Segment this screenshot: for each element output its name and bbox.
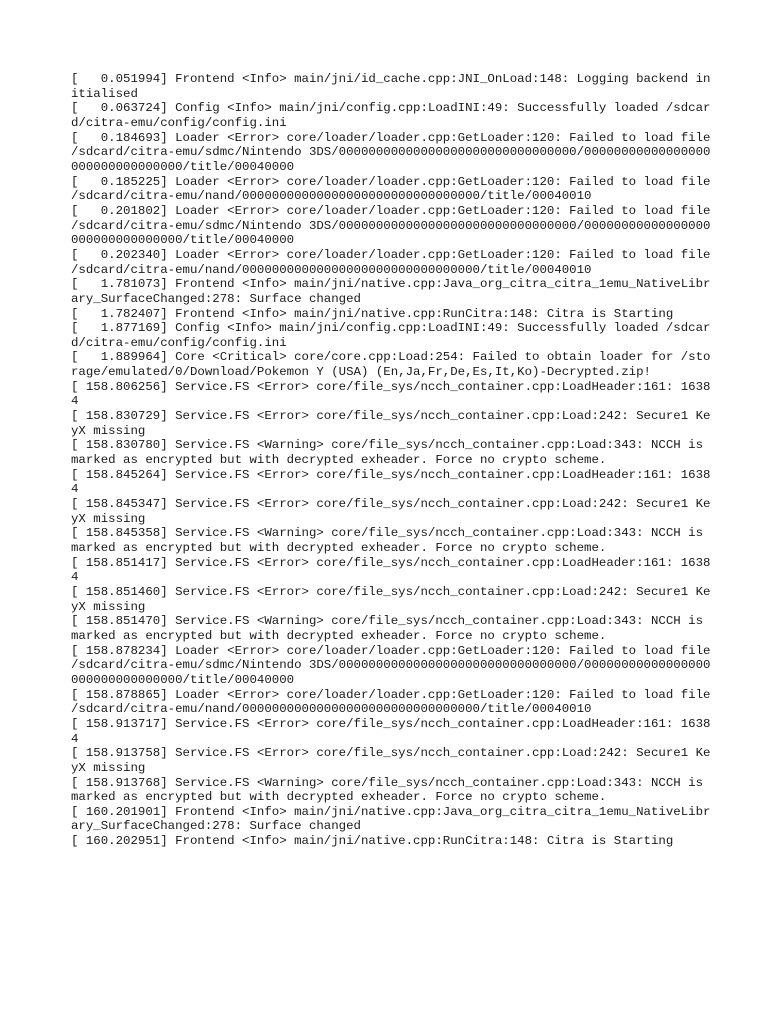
- log-entry: [ 1.782407] Frontend <Info> main/jni/native.cpp:RunCitra:148: Citra is Starting: [71, 306, 674, 321]
- log-output: [71, 72, 718, 849]
- log-entry: [ 0.184693] Loader <Error> core/loader/loader.cpp:GetLoader:120: Failed to load file /sdcard/citra-emu/sdmc/Nintendo 3DS/00000000000000000000000000000000/00000000000000000000000000000000/title/00040000: [71, 130, 718, 174]
- log-entry: [ 1.889964] Core <Critical> core/core.cpp:Load:254: Failed to obtain loader for /storage/emulated/0/Download/Pokemon Y (USA) (En,Ja,Fr,De,Es,It,Ko)-Decrypted.zip!: [71, 350, 711, 380]
- log-entry: [ 158.851470] Service.FS <Warning> core/file_sys/ncch_container.cpp:Load:343: NCCH is marked as encrypted but with decrypted exheader. Force no crypto scheme.: [71, 614, 711, 643]
- log-entry: [ 0.185225] Loader <Error> core/loader/loader.cpp:GetLoader:120: Failed to load file /sdcard/citra-emu/nand/00000000000000000000000000000000/title/00040010: [71, 174, 718, 204]
- log-entry: [ 158.845358] Service.FS <Warning> core/file_sys/ncch_container.cpp:Load:343: NCCH is marked as encrypted but with decrypted exheader. Force no crypto scheme.: [71, 526, 711, 555]
- log-entry: [ 1.877169] Config <Info> main/jni/config.cpp:LoadINI:49: Successfully loaded /sdcard/citra-emu/config/config.ini: [71, 321, 711, 350]
- log-entry: [ 158.878234] Loader <Error> core/loader/loader.cpp:GetLoader:120: Failed to load file /sdcard/citra-emu/sdmc/Nintendo 3DS/00000000000000000000000000000000/00000000000000000000000000000000/title/00040000: [71, 643, 718, 687]
- log-entry: [ 160.202951] Frontend <Info> main/jni/native.cpp:RunCitra:148: Citra is Starting: [71, 834, 674, 849]
- log-entry: [ 1.781073] Frontend <Info> main/jni/native.cpp:Java_org_citra_citra_1emu_NativeLibrary_SurfaceChanged:278: Surface changed: [71, 277, 711, 306]
- log-entry: [ 0.201802] Loader <Error> core/loader/loader.cpp:GetLoader:120: Failed to load file /sdcard/citra-emu/sdmc/Nintendo 3DS/00000000000000000000000000000000/00000000000000000000000000000000/title/00040000: [71, 203, 718, 248]
- log-entry: [ 0.063724] Config <Info> main/jni/config.cpp:LoadINI:49: Successfully loaded /sdcard/citra-emu/config/config.ini: [71, 101, 711, 130]
- log-entry: [ 158.851460] Service.FS <Error> core/file_sys/ncch_container.cpp:Load:242: Secure1 KeyX missing: [71, 584, 711, 614]
- log-entry: [ 158.878865] Loader <Error> core/loader/loader.cpp:GetLoader:120: Failed to load file /sdcard/citra-emu/nand/00000000000000000000000000000000/title/00040010: [71, 687, 718, 717]
- log-entry: [ 158.913768] Service.FS <Warning> core/file_sys/ncch_container.cpp:Load:343: NCCH is marked as encrypted but with decrypted exheader. Force no crypto scheme.: [71, 775, 711, 805]
- log-entry: [ 158.845347] Service.FS <Error> core/file_sys/ncch_container.cpp:Load:242: Secure1 KeyX missing: [71, 497, 711, 526]
- log-entry: [ 0.202340] Loader <Error> core/loader/loader.cpp:GetLoader:120: Failed to load file /sdcard/citra-emu/nand/00000000000000000000000000000000/title/00040010: [71, 247, 718, 277]
- log-entry: [ 158.806256] Service.FS <Error> core/file_sys/ncch_container.cpp:LoadHeader:161: 16384: [71, 379, 711, 409]
- log-entry: [ 158.845264] Service.FS <Error> core/file_sys/ncch_container.cpp:LoadHeader:161: 16384: [71, 467, 711, 497]
- log-entry: [ 160.201901] Frontend <Info> main/jni/native.cpp:Java_org_citra_citra_1emu_NativeLibrary_SurfaceChanged:278: Surface changed: [71, 804, 711, 834]
- log-entry: [ 0.051994] Frontend <Info> main/jni/id_cache.cpp:JNI_OnLoad:148: Logging backend initialised: [71, 72, 711, 101]
- log-entry: [ 158.830729] Service.FS <Error> core/file_sys/ncch_container.cpp:Load:242: Secure1 KeyX missing: [71, 409, 711, 438]
- log-entry: [ 158.913717] Service.FS <Error> core/file_sys/ncch_container.cpp:LoadHeader:161: 16384: [71, 716, 711, 746]
- log-entry: [ 158.830780] Service.FS <Warning> core/file_sys/ncch_container.cpp:Load:343: NCCH is marked as encrypted but with decrypted exheader. Force no crypto scheme.: [71, 438, 711, 468]
- log-entry: [ 158.913758] Service.FS <Error> core/file_sys/ncch_container.cpp:Load:242: Secure1 KeyX missing: [71, 746, 711, 775]
- log-entry: [ 158.851417] Service.FS <Error> core/file_sys/ncch_container.cpp:LoadHeader:161: 16384: [71, 555, 711, 585]
